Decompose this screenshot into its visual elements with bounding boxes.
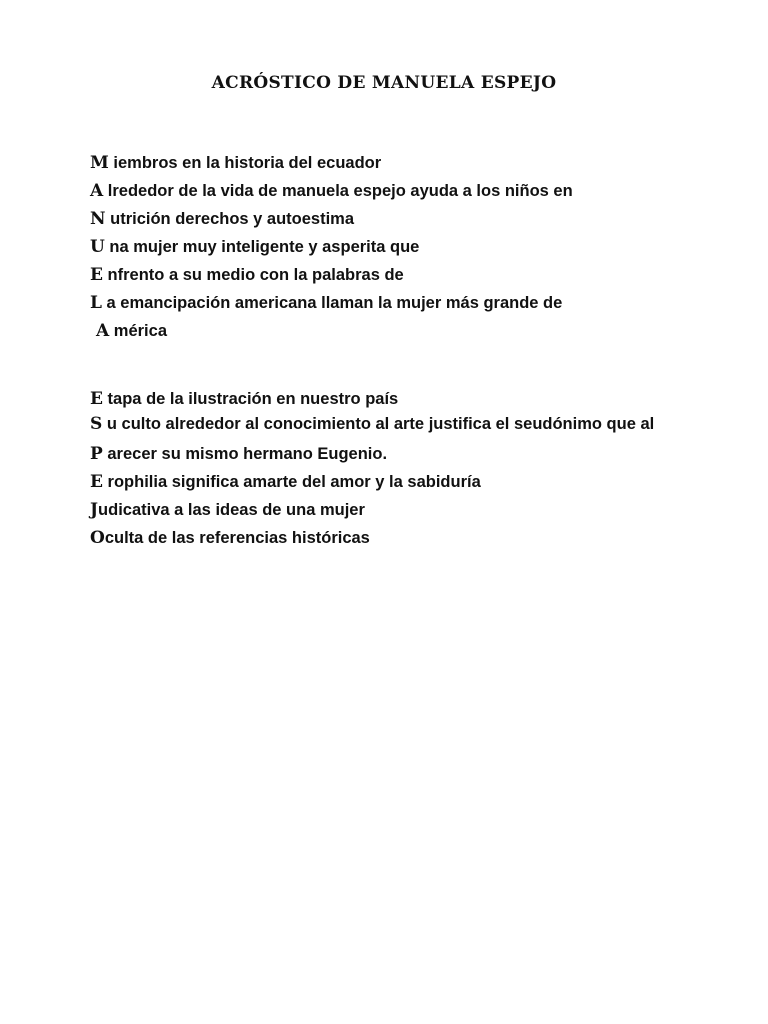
acrostic-stanza-espejo <box>90 385 690 552</box>
acrostic-text: utrición derechos y autoestima <box>105 210 355 228</box>
acrostic-line <box>90 261 690 289</box>
acrostic-text: iembros en la historia del ecuador <box>108 154 382 172</box>
acrostic-initial: E <box>90 265 103 285</box>
acrostic-line <box>90 233 690 261</box>
acrostic-line <box>90 289 690 317</box>
acrostic-line <box>90 177 690 205</box>
acrostic-line <box>90 317 690 345</box>
acrostic-initial: L <box>90 293 102 313</box>
acrostic-line <box>90 524 690 552</box>
acrostic-initial: A <box>90 181 104 201</box>
acrostic-text: tapa de la ilustración en nuestro país <box>102 390 399 408</box>
acrostic-initial: N <box>90 209 106 229</box>
acrostic-text: na mujer muy inteligente y asperita que <box>104 238 420 256</box>
acrostic-line <box>90 149 690 177</box>
acrostic-line <box>90 468 690 496</box>
acrostic-initial: P <box>90 444 103 464</box>
acrostic-initial: A <box>96 321 110 341</box>
acrostic-text: mérica <box>109 322 167 340</box>
acrostic-line <box>90 385 690 413</box>
acrostic-line <box>90 413 690 435</box>
acrostic-text: lrededor de la vida de manuela espejo ayuda a los niños en <box>103 182 573 200</box>
acrostic-text: udicativa a las ideas de una mujer <box>98 501 365 519</box>
acrostic-text: a emancipación americana llaman la mujer más grande de <box>101 294 563 312</box>
acrostic-stanza-manuela <box>90 149 690 345</box>
acrostic-text: u culto alrededor al conocimiento al arte justifica el seudónimo que al <box>102 415 655 433</box>
acrostic-initial: S <box>90 414 103 434</box>
acrostic-initial: E <box>90 472 103 492</box>
acrostic-initial: O <box>90 528 105 548</box>
document-title: ACRÓSTICO DE MANUELA ESPEJO <box>211 73 557 93</box>
acrostic-line <box>90 440 690 468</box>
acrostic-initial: J <box>90 500 99 520</box>
acrostic-line <box>90 205 690 233</box>
acrostic-text: arecer su mismo hermano Eugenio. <box>102 445 388 463</box>
acrostic-line <box>90 496 690 524</box>
acrostic-text: culta de las referencias históricas <box>104 529 370 547</box>
acrostic-initial: M <box>90 153 109 173</box>
acrostic-initial: U <box>90 237 105 257</box>
acrostic-text: nfrento a su medio con la palabras de <box>102 266 404 284</box>
acrostic-text: rophilia significa amarte del amor y la sabiduría <box>102 473 481 491</box>
acrostic-initial: E <box>90 389 103 409</box>
